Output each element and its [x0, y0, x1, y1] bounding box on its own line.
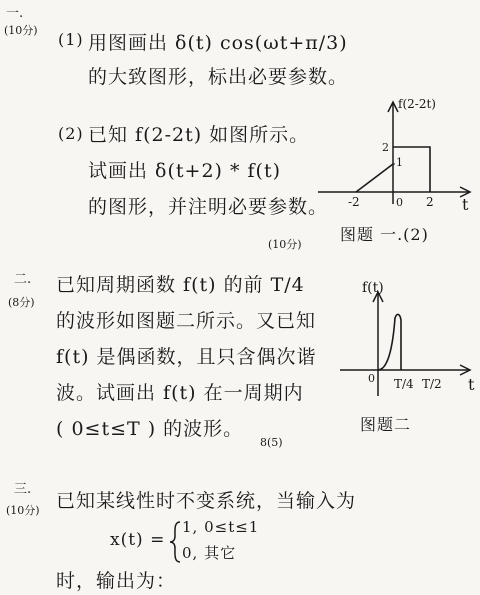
fig1-xlabel: t: [462, 195, 469, 214]
s2-line2: 的波形如图题二所示。又已知: [56, 310, 317, 332]
s3-eq-lhs: x(t) =: [110, 530, 166, 550]
fig1-ylabel: f(2-2t): [398, 97, 436, 111]
fig1-tick-neg2: -2: [348, 195, 360, 209]
fig2-tick-0: 0: [368, 372, 375, 385]
fig1-caption: 图题 一.(2): [340, 225, 429, 244]
q2-line1: 已知 f(2-2t) 如图所示。: [88, 124, 310, 146]
q2-label: (2): [58, 124, 84, 143]
s3-line2: 时，输出为：: [56, 570, 177, 592]
fig1-rect: [393, 147, 430, 192]
fig2-graph: [340, 278, 480, 408]
s2-line1: 已知周期函数 f(t) 的前 T/4: [56, 274, 305, 296]
fig2-caption: 图题二: [360, 415, 412, 434]
section1-numeral: 一.: [6, 6, 24, 21]
fig2-waveform: [378, 314, 401, 370]
section3-points: (10分): [6, 504, 40, 517]
s2-sub-points: 8(5): [260, 436, 283, 449]
q1-line2: 的大致图形，标出必要参数。: [88, 66, 349, 88]
q2-line3: 的图形，并注明必要参数。: [88, 196, 329, 218]
fig2-tick-T2: T/2: [422, 377, 442, 391]
fig1-tick-2: 2: [426, 195, 434, 209]
fig2-ylabel: f(t): [362, 280, 384, 296]
s2-line4: 波。试画出 f(t) 在一周期内: [56, 382, 304, 404]
section2-numeral: 二.: [14, 272, 32, 287]
section1-points: (10分): [4, 24, 38, 37]
fig1-tick-0: 0: [396, 196, 403, 209]
s2-line3: f(t) 是偶函数，且只含偶次谐: [56, 346, 317, 368]
s3-case2: 0, 其它: [182, 544, 237, 562]
s2-line5: ( 0≤t≤T ) 的波形。: [56, 418, 244, 440]
q1-label: (1): [58, 30, 84, 49]
section3-numeral: 三.: [14, 482, 32, 497]
q1-line1: 用图画出 δ(t) cos(ωt+π/3): [88, 32, 348, 54]
s3-line1: 已知某线性时不变系统，当输入为: [56, 490, 357, 512]
q2-line2: 试画出 δ(t+2) * f(t): [88, 160, 282, 182]
s3-brace: [168, 520, 182, 564]
fig1-ramp: [356, 164, 393, 192]
fig2-xlabel: t: [468, 375, 475, 394]
fig1-ytick-1: 1: [396, 156, 403, 169]
s3-case1: 1, 0≤t≤1: [182, 518, 260, 536]
section2-points: (8分): [8, 296, 35, 309]
fig1-ytick-2: 2: [382, 141, 389, 154]
q2-points: (10分): [268, 238, 302, 251]
fig1-graph: [310, 92, 480, 242]
fig2-tick-T4: T/4: [394, 377, 414, 391]
